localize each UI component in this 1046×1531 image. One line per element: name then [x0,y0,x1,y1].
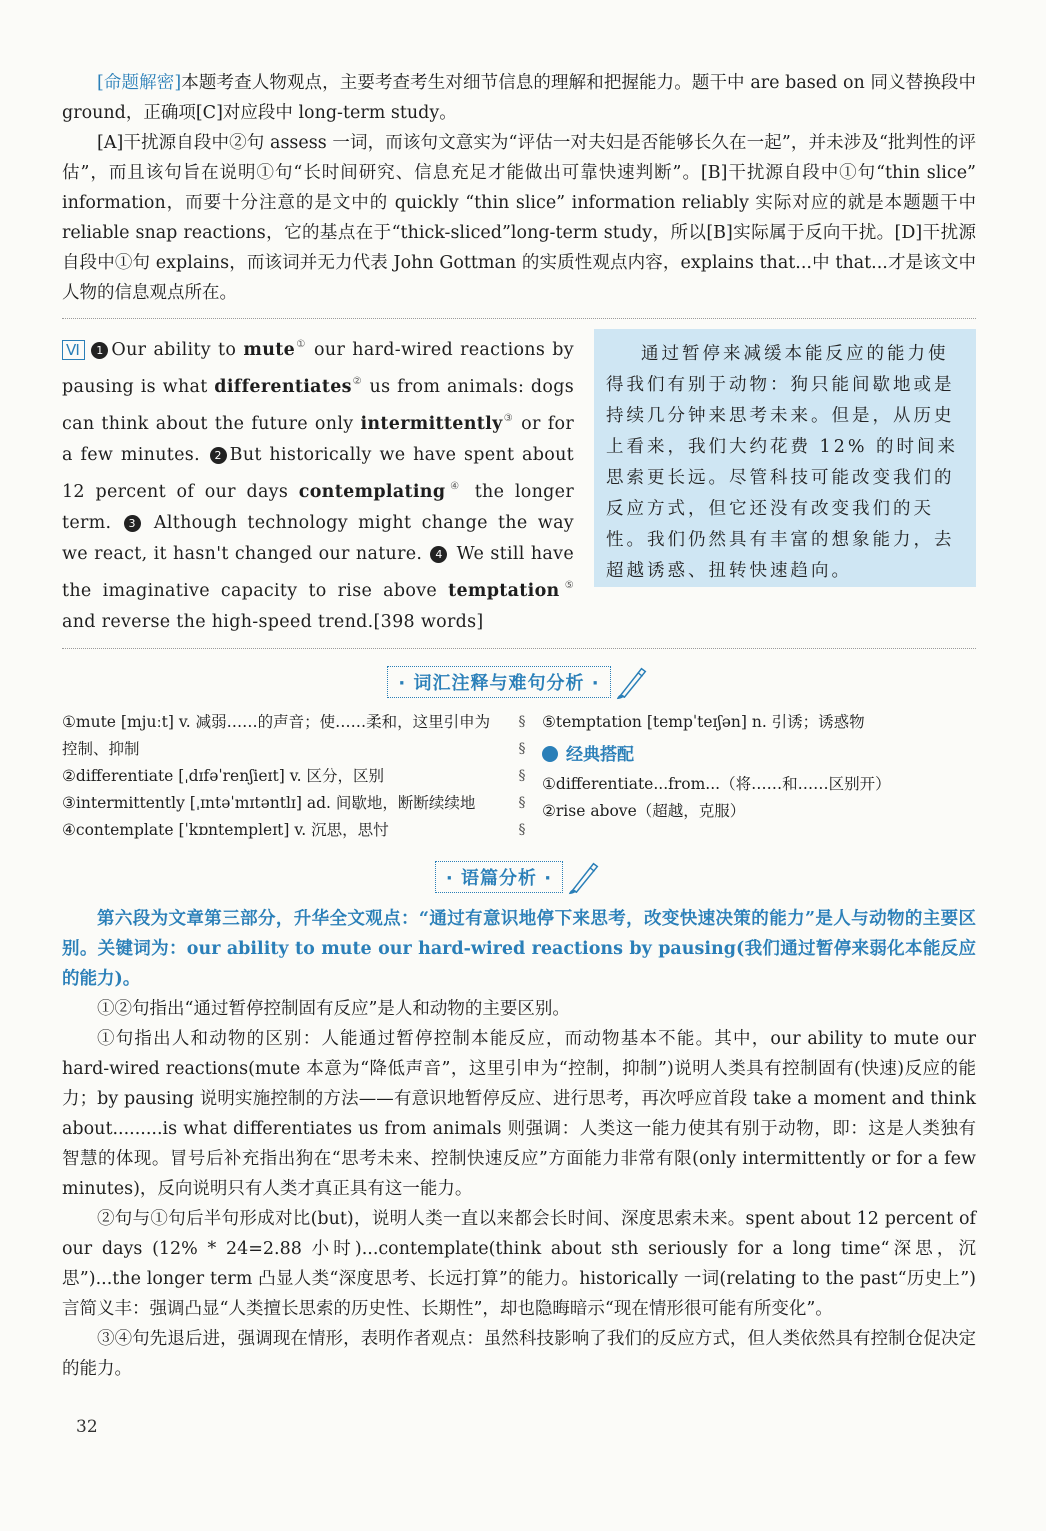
vocab-section-header [62,663,976,701]
keyword-mute: mute [243,340,296,360]
vocab-item: ②differentiate [ˌdɪfəˈrenʃieɪt] v. 区分，区别 [62,767,384,785]
collocation-item: ①differentiate...from...（将……和……区别开） [542,775,891,793]
page-number: 32 [76,1417,98,1437]
passage-translation: 通过暂停来减缓本能反应的能力使得我们有别于动物：狗只能间歇地或是持续几分钟来思考未来。但是，从历史上看来，我们大约花费 12% 的时间来思索更长远。尽管科技可能改变我们的反应方式，但它还没有改变我们的天性。我们仍然具有丰富的想象能力，去超越诱惑、扭转快速趋向。 [594,329,976,587]
analysis-text-1: 本题考查人物观点，主要考查考生对细节信息的理解和把握能力。题干中 are based on 同义替换段中 ground，正确项[C]对应段中 long-term study。 [62,73,976,123]
collocation-item: ②rise above（超越，克服） [542,802,746,820]
sentence-number-2: 2 [210,447,227,464]
divider-middle [62,648,976,649]
discourse-paragraph: ②句与①句后半句形成对比(but)，说明人类一直以来都会长时间、深度思索未来。spent about 12 percent of our days (12% * 24=2.88 小时)...contemplate(think about sth seriously for a long time“深思，沉思”)...the longer term 凸显人类“深度思考、长远打算”的能力。historically 一词(relating to the past“历史上”)言简义丰：强调凸显“人类擅长思索的历史性、长期性”，却也隐晦暗示“现在情形很可能有所变化”。 [62,1209,976,1319]
sentence-number-1: 1 [91,342,108,359]
vocab-item: ①mute [mjuːt] v. 减弱……的声音；使……柔和，这里引申为控制、抑制 [62,713,491,758]
vocab-section-title: · 词汇注释与难句分析 · [387,666,610,698]
proposition-tag: [命题解密] [97,73,182,93]
brush-icon [613,663,651,701]
discourse-summary: 第六段为文章第三部分，升华全文观点：“通过有意识地停下来思考，改变快速决策的能力”是人与动物的主要区别。关键词为：our ability to mute our hard-wired reactions by pausing(我们通过暂停来弱化本能反应的能力)。 [62,909,976,989]
vocab-left-column [62,709,502,844]
sentence-number-3: 3 [124,515,141,532]
keyword-differentiates: differentiates [214,377,352,397]
bullet-icon [542,746,558,762]
vocab-item: ④contemplate [ˈkɒntempleɪt] v. 沉思，思忖 [62,821,389,839]
discourse-section-header [62,858,976,896]
vocab-right-column [542,709,976,844]
discourse-section-title: · 语篇分析 · [435,861,563,893]
keyword-intermittently: intermittently [360,414,503,434]
collocation-header: 经典搭配 [542,742,976,769]
discourse-paragraph: ③④句先退后进，强调现在情形，表明作者观点：虽然科技影响了我们的反应方式，但人类依然具有控制仓促决定的能力。 [62,1329,976,1379]
paragraph-roman-numeral: Ⅵ [62,340,85,360]
keyword-contemplating: contemplating [298,482,446,502]
vocab-list [62,709,976,844]
brush-icon [565,858,603,896]
analysis-paragraph-2: [A]干扰源自段中②句 assess 一词，而该句文意实为“评估一对夫妇是否能够长久在一起”，并未涉及“批判性的评估”，而且该句旨在说明①句“长时间研究、信息充足才能做出可靠快速判断”。[B]干扰源自段中①句“thin slice” information，而要十分注意的是文中的 quickly “thin slice” information reliably 实际对应的就是本题题干中 reliable snap reactions，它的基点在于“thick-sliced”long-term study，所以[B]实际属于反向干扰。[D]干扰源自段中①句 explains，而该词并无力代表 John Gottman 的实质性观点内容，explains that...中 that...才是该文中人物的信息观点所在。 [62,133,976,303]
word-count: [398 words] [373,612,484,632]
passage-block [62,329,976,638]
column-separator: § § § § § [518,714,526,838]
analysis-paragraph-1 [62,68,976,128]
passage-english: Ⅵ 1 Our ability to mute① our hard-wired reactions by pausing is what differentiates② us from animals: dogs can think about the future only intermittently③ or for a few minutes. 2 But historically we have spent about 12 percent of our days contemplating④ the longer term. 3 Although technology might change the way we react, it hasn't changed our nature. 4 We still have the imaginative capacity to rise above temptation⑤ and reverse the high-speed trend.[398 words] [62,339,574,632]
vocab-item: ⑤temptation [tempˈteɪʃən] n. 引诱；诱惑物 [542,713,865,731]
sentence-number-4: 4 [430,546,447,563]
vocab-item: ③intermittently [ˌɪntəˈmɪtəntlɪ] ad. 间歇地，断断续续地 [62,794,476,812]
page-content [62,68,976,1384]
discourse-paragraph: ①②句指出“通过暂停控制固有反应”是人和动物的主要区别。 [97,999,570,1019]
keyword-temptation: temptation [448,581,560,601]
discourse-paragraph: ①句指出人和动物的区别：人能通过暂停控制本能反应，而动物基本不能。其中，our ability to mute our hard-wired reactions(mute 本意为“降低声音”，这里引申为“控制，抑制”)说明人类具有控制固有(快速)反应的能力；by pausing 说明实施控制的方法——有意识地暂停反应、进行思考，再次呼应首段 take a moment and think about.........is what differentiates us from animals 则强调：人类这一能力使其有别于动物，即：这是人类独有智慧的体现。冒号后补充指出狗在“思考未来、控制快速反应”方面能力非常有限(only intermittently or for a few minutes)，反向说明只有人类才真正具有这一能力。 [62,1029,976,1199]
divider-top [62,318,976,319]
